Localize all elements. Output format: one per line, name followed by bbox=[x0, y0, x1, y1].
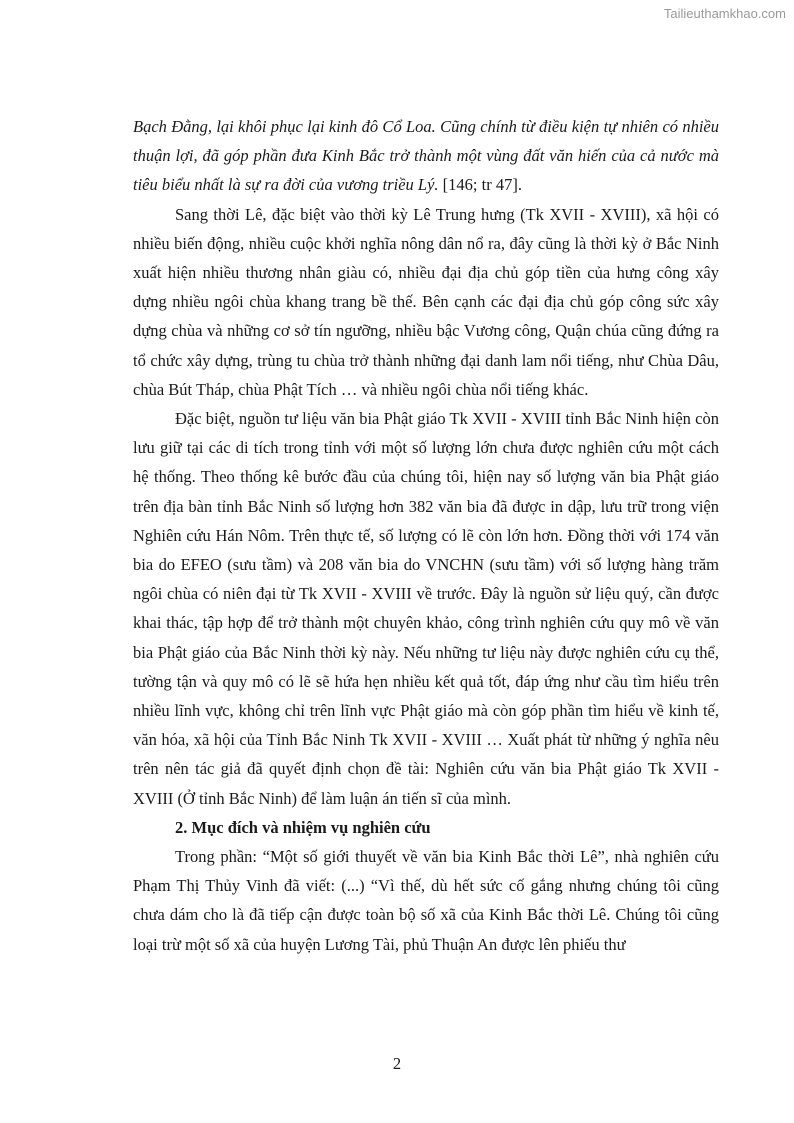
page-number: 2 bbox=[392, 1054, 402, 1073]
citation: [146; tr 47]. bbox=[438, 175, 522, 195]
watermark: Tailieuthamkhao.com bbox=[663, 6, 786, 21]
paragraph-research-purpose: Trong phần: “Một số giới thuyết về văn bia Kinh Bắc thời Lê”, nhà nghiên cứu Phạm Thị Thủy Vinh đã viết: (...) “Vì thế, dù hết sức cố gắng nhưng chúng tôi cũng chưa dám cho là đã tiếp cận được toàn bộ số xã của Kinh Bắc thời Lê. Chúng tôi cũng loại trừ một số xã của huyện Lương Tài, phủ Thuận An được lên phiếu thư bbox=[133, 847, 719, 954]
quote-text: Bạch Đằng, lại khôi phục lại kinh đô Cổ Loa. Cũng chính từ điều kiện tự nhiên có nhiều thuận lợi, đã góp phần đưa Kinh Bắc trở thành một vùng đất văn hiến của cả nước mà tiêu biểu nhất là sự ra đời của vương triều Lý. bbox=[133, 117, 719, 195]
paragraph-le-dynasty: Sang thời Lê, đặc biệt vào thời kỳ Lê Trung hưng (Tk XVII - XVIII), xã hội có nhiều biến động, nhiều cuộc khởi nghĩa nông dân nổ ra, đây cũng là thời kỳ ở Bắc Ninh xuất hiện nhiều thương nhân giàu có, nhiều đại địa chủ góp tiền của hưng công xây dựng nhiều ngôi chùa khang trang bề thế. Bên cạnh các đại địa chủ góp công sức xây dựng chùa và những cơ sở tín ngưỡng, nhiều bậc Vương công, Quận chúa cũng đứng ra tổ chức xây dựng, trùng tu chùa trở thành những đại danh lam nổi tiếng, như Chùa Dâu, chùa Bút Tháp, chùa Phật Tích … và nhiều ngôi chùa nổi tiếng khác. bbox=[133, 204, 719, 399]
paragraph-stele-sources: Đặc biệt, nguồn tư liệu văn bia Phật giáo Tk XVII - XVIII tỉnh Bắc Ninh hiện còn lưu giữ tại các di tích trong tỉnh với một số lượng lớn chưa được nghiên cứu một cách hệ thống. Theo thống kê bước đầu của chúng tôi, hiện nay số lượng văn bia Phật giáo trên địa bàn tỉnh Bắc Ninh số lượng hơn 382 văn bia đã được in dập, lưu trữ trong viện Nghiên cứu Hán Nôm. Trên thực tế, số lượng có lẽ còn lớn hơn. Đồng thời với 174 văn bia do EFEO (sưu tầm) và 208 văn bia do VNCHN (sưu tầm) với số lượng hàng trăm ngôi chùa có niên đại từ Tk XVII - XVIII về trước. Đây là nguồn sử liệu quý, cần được khai thác, tập hợp để trở thành một chuyên khảo, công trình nghiên cứu quy mô về văn bia Phật giáo của Bắc Ninh thời kỳ này. Nếu những tư liệu này được nghiên cứu cụ thể, tường tận và quy mô có lẽ sẽ hứa hẹn nhiều kết quả tốt, đáp ứng như cầu tìm hiểu trên nhiều lĩnh vực, không chỉ trên lĩnh vực Phật giáo mà còn góp phần tìm hiểu về kinh tế, văn hóa, xã hội của Tỉnh Bắc Ninh Tk XVII - XVIII … Xuất phát từ những ý nghĩa nêu trên nên tác giả đã quyết định chọn đề tài: Nghiên cứu văn bia Phật giáo Tk XVII - XVIII (Ở tỉnh Bắc Ninh) để làm luận án tiến sĩ của mình. bbox=[133, 409, 719, 808]
document-body bbox=[133, 112, 719, 959]
section-heading: 2. Mục đích và nhiệm vụ nghiên cứu bbox=[175, 817, 431, 837]
paragraph-quote-continuation bbox=[133, 112, 719, 200]
